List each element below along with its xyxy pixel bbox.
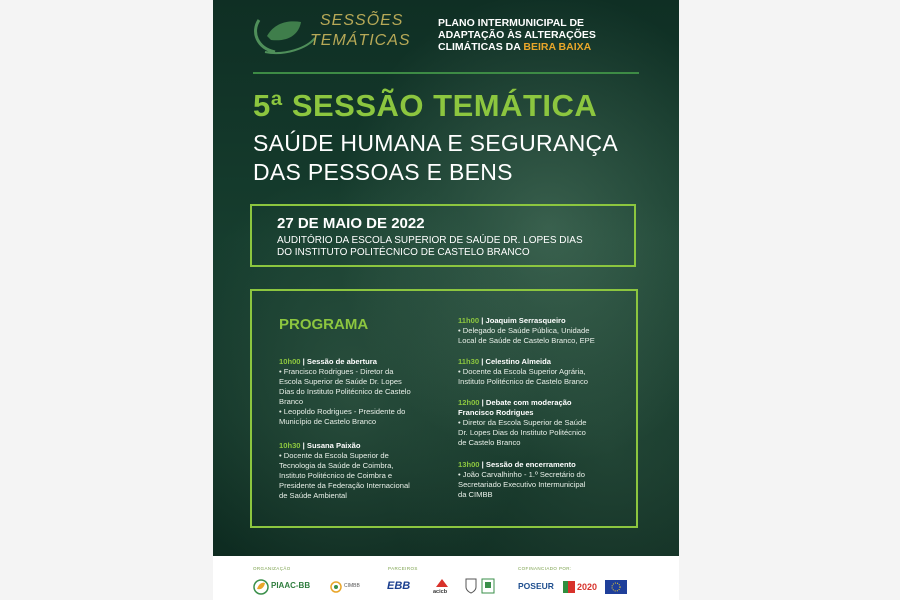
programa-line: Escola Superior de Saúde Dr. Lopes [279,377,402,386]
programa-line: Local de Saúde de Castelo Branco, EPE [458,336,595,345]
programa-speaker: | Sessão de encerramento [479,460,576,469]
session-subtitle-line2: DAS PESSOAS E BENS [253,159,513,185]
acicb-mark-icon [435,578,449,588]
sessoes-title-line2: TEMÁTICAS [310,32,411,49]
cimbb-swirl-icon [330,581,342,593]
programa-line: de Saúde Ambiental [279,491,347,500]
programa-line: • Leopoldo Rodrigues - Presidente do [279,407,406,416]
plan-title-line2: ADAPTAÇÃO ÀS ALTERAÇÕES [438,29,596,41]
ebb-logo [387,580,421,594]
programa-line: • Docente da Escola Superior de [279,451,389,460]
programa-time: 11h30 [458,357,480,366]
programa-time: 11h00 [458,316,480,325]
plan-title-line3-start: CLIMÁTICAS DA [438,41,524,53]
event-venue [277,235,583,258]
piaac-logo-text: PIAAC-BB [271,581,311,590]
programa-line: • Delegado de Saúde Pública, Unidade [458,326,590,335]
cimbb-logo-text: CIMBB [344,583,360,589]
programa-time: 10h30 [279,441,301,450]
acicb-logo [431,578,455,596]
programa-line: Dias do Instituto Politécnico de Castelo [279,387,411,396]
programa-line: • João Carvalhinho - 1.º Secretário do [458,470,585,479]
plan-title [438,17,668,53]
programa-item [458,398,586,448]
programa-title: PROGRAMA [279,316,369,333]
portugal2020-flag-icon [563,581,575,593]
programa-line: Instituto Politécnico de Coimbra e [279,471,393,480]
programa-line: • Francisco Rodrigues - Diretor da [279,367,394,376]
programa-line: Branco [279,397,304,406]
poseur-logo-text: POSEUR [518,581,554,591]
programa-time: 13h00 [458,460,480,469]
programa-time: 10h00 [279,357,301,366]
programa-speaker: | Debate com moderação [479,398,572,407]
sessoes-title-line1: SESSÕES [320,12,404,29]
programa-item [279,357,411,427]
programa-item [458,460,585,500]
venue-line1: AUDITÓRIO DA ESCOLA SUPERIOR DE SAÚDE DR. LOPES DIAS [277,235,583,246]
programa-line: Instituto Politécnico de Castelo Branco [458,377,589,386]
crest-logo-icon [465,578,477,594]
programa-line: Município de Castelo Branco [279,417,377,426]
portugal2020-logo-text: 2020 [577,582,598,592]
programa-line: Tecnologia da Saúde de Coimbra, [279,461,394,470]
programa-line: da CIMBB [458,490,493,499]
programa-time: 12h00 [458,398,480,407]
programa-item [279,441,410,501]
label-cofinanciado: COFINANCIADO POR: [518,566,572,571]
event-date: 27 DE MAIO DE 2022 [277,215,425,232]
session-subtitle-line1: SAÚDE HUMANA E SEGURANÇA [253,130,619,156]
programa-speaker-line2: Francisco Rodrigues [458,408,534,417]
piaac-logo [253,578,315,596]
header-divider [253,72,639,74]
programa-item [458,316,595,346]
programa-speaker: | Susana Paixão [300,441,361,450]
event-poster [213,0,679,600]
ebb-logo-text: EBB [387,580,411,592]
programa-line: Presidente da Federação Internacional [279,481,410,490]
programa-line: Secretariado Executivo Intermunicipal [458,480,586,489]
programa-line: de Castelo Branco [458,438,521,447]
programa-item [458,357,588,387]
session-title: 5ª SESSÃO TEMÁTICA [253,88,598,123]
cimbb-logo [330,580,368,594]
programa-speaker: | Celestino Almeida [479,357,552,366]
label-parceiros: PARCEIROS [388,566,418,571]
piaac-leaf-icon [253,579,269,595]
poseur-logo [518,580,560,594]
label-organizacao: ORGANIZAÇÃO [253,566,291,571]
programa-speaker: | Joaquim Serrasqueiro [479,316,566,325]
programa-line: Dr. Lopes Dias do Instituto Politécnico [458,428,586,437]
sponsors-footer [213,556,679,600]
programa-line: • Docente da Escola Superior Agrária, [458,367,586,376]
venue-line2: DO INSTITUTO POLITÉCNICO DE CASTELO BRANCO [277,246,530,258]
programa-line: • Diretor da Escola Superior de Saúde [458,418,587,427]
acicb-logo-text: acicb [433,589,448,595]
portugal2020-logo [563,578,601,596]
eu-flag-icon [605,580,627,594]
plan-title-accent: BEIRA BAIXA [523,41,592,53]
institute-logo-icon [481,578,495,594]
plan-title-line3 [438,41,668,53]
plan-title-line1: PLANO INTERMUNICIPAL DE [438,17,585,29]
programa-speaker: | Sessão de abertura [300,357,377,366]
